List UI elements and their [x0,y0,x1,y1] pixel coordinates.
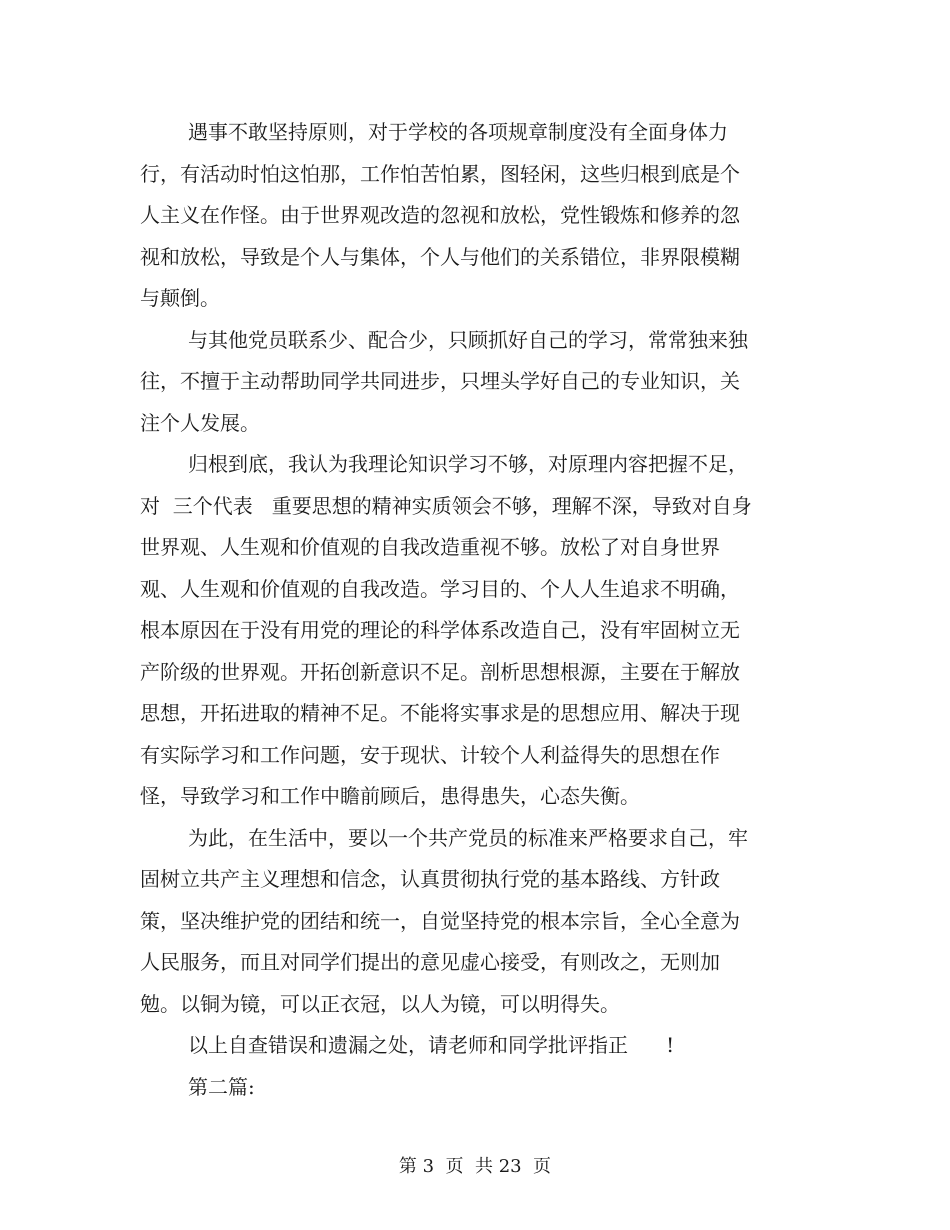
text-line: 思想，开拓进取的精神不足。不能将实事求是的思想应用、解决于现 [140,701,740,725]
text-line: 对 三个代表 重要思想的精神实质领会不够，理解不深，导致对自身 [140,493,752,518]
text-line: 世界观、人生观和价值观的自我改造重视不够。放松了对自身世界 [140,535,720,559]
text-line: 与其他党员联系少、配合少，只顾抓好自己的学习，常常独来独 [188,327,748,352]
text-line: 以上自查错误和遗漏之处，请老师和同学批评指正 ! [188,1033,675,1057]
text-line: 为此，在生活中，要以一个共产党员的标准来严格要求自己，牢 [188,825,748,850]
text-line: 归根到底，我认为我理论知识学习不够，对原理内容把握不足， [188,452,748,476]
text-line: 固树立共产主义理想和信念，认真贯彻执行党的基本路线、方针政 [140,867,720,891]
text-line: 注个人发展。 [140,410,260,435]
text-line: 勉。以铜为镜，可以正衣冠，以人为镜，可以明得失。 [140,991,620,1016]
page-number: 第 3 页 共 23 页 [398,1156,552,1177]
text-line: 根本原因在于没有用党的理论的科学体系改造自己，没有牢固树立无 [140,618,740,642]
text-line: 与颠倒。 [140,286,220,310]
document-body [140,112,760,1108]
text-line: 行，有活动时怕这怕那，工作怕苦怕累，图轻闲，这些归根到底是个 [140,161,740,186]
text-line: 遇事不敢坚持原则，对于学校的各项规章制度没有全面身体力 [188,120,728,144]
text-line: 有实际学习和工作问题，安于现状、计较个人利益得失的思想在作 [140,742,720,767]
text-line: 策，坚决维护党的团结和统一，自觉坚持党的根本宗旨，全心全意为 [140,908,740,933]
text-line: 产阶级的世界观。开拓创新意识不足。剖析思想根源，主要在于解放 [140,659,740,684]
text-line: 人民服务，而且对同学们提出的意见虚心接受，有则改之，无则加 [140,950,720,974]
text-line: 往，不擅于主动帮助同学共同进步，只埋头学好自己的专业知识，关 [140,369,740,393]
section-heading: 第二篇: [188,1074,255,1099]
text-line: 怪，导致学习和工作中瞻前顾后，患得患失，心态失衡。 [140,784,640,808]
text-line: 观、人生观和价值观的自我改造。学习目的、个人人生追求不明确， [140,576,740,601]
text-line: 视和放松，导致是个人与集体，个人与他们的关系错位，非界限模糊 [140,244,740,269]
text-line: 人主义在作怪。由于世界观改造的忽视和放松，党性锻炼和修养的忽 [140,203,740,227]
